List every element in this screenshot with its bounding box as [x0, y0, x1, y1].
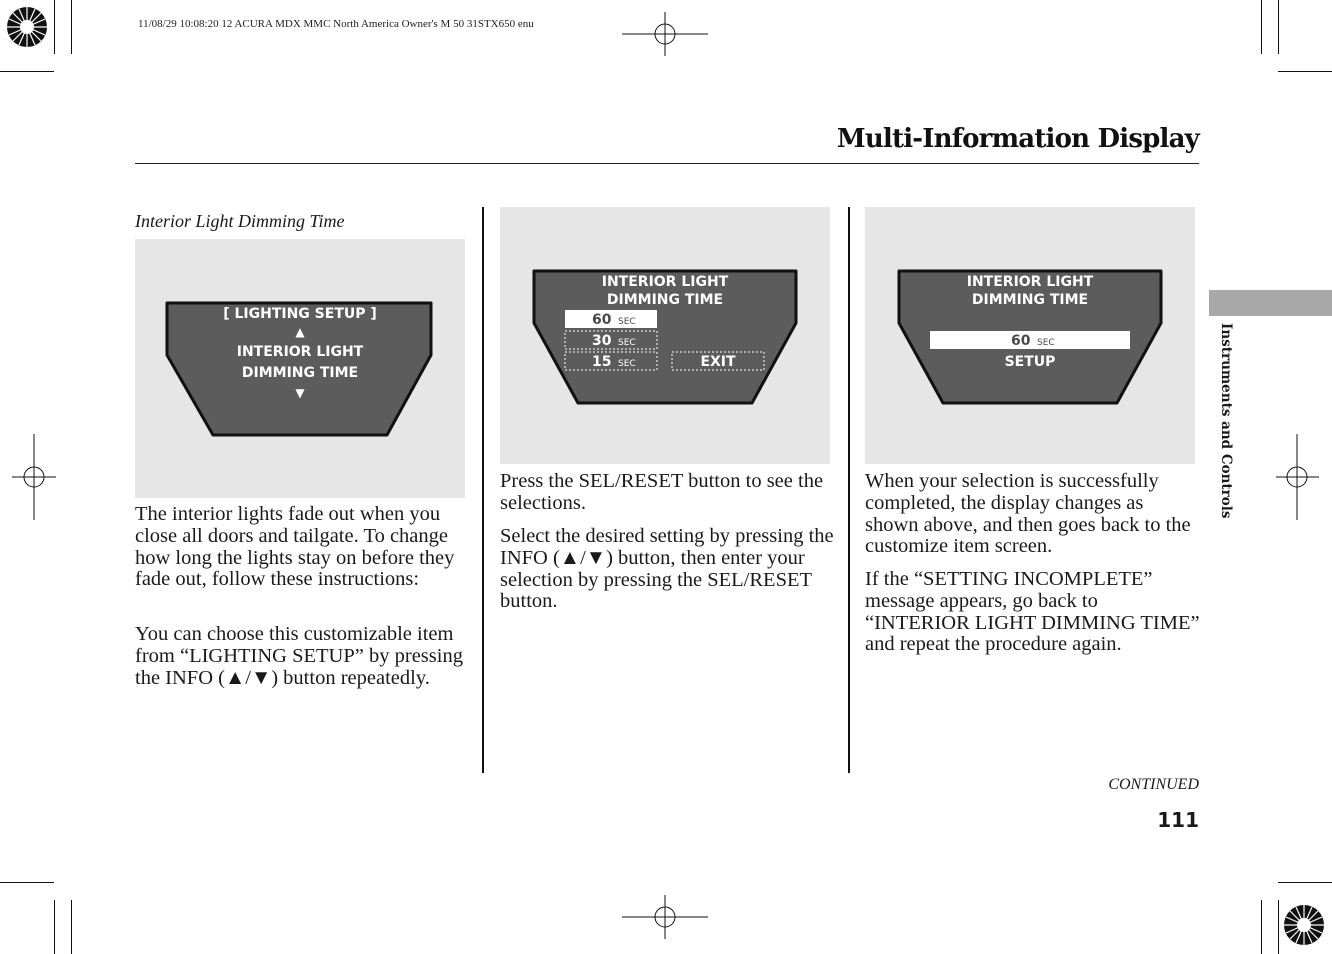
column-divider [848, 207, 850, 773]
display-line-interior-light: INTERIOR LIGHT [236, 344, 364, 360]
paragraph-select-setting: Select the desired setting by pressing the INFO (▲/▼) button, then enter your selection by pressing the SEL/RESET button. [500, 525, 834, 613]
display-title-interior-light: INTERIOR LIGHT [601, 274, 729, 290]
display-title-dimming-time: DIMMING TIME [606, 292, 724, 308]
paragraph-press-sel: Press the SEL/RESET button to see the selections. [500, 470, 824, 514]
continued-label: CONTINUED [1108, 776, 1199, 793]
option-30-value: 30 [592, 333, 612, 349]
column-divider [482, 207, 484, 773]
arrow-down-icon: ▼ [295, 386, 305, 400]
display-title-dimming-time: DIMMING TIME [971, 292, 1089, 308]
display-title-interior-light: INTERIOR LIGHT [966, 274, 1094, 290]
section-tab [1209, 290, 1332, 316]
option-60-unit: SEC [618, 317, 636, 327]
starburst-top-left-icon [7, 7, 47, 47]
paragraph-intro: The interior lights fade out when you close all doors and tailgate. To change how long the lights stay on before they fade out, follow these instructions: [135, 503, 455, 591]
option-exit: EXIT [700, 354, 736, 370]
section-title: Multi-Information Display [836, 124, 1199, 154]
paragraph-choose-item: You can choose this customizable item from “LIGHTING SETUP” by pressing the INFO (▲/▼) button repeatedly. [135, 623, 463, 689]
starburst-bottom-right-icon [1284, 905, 1324, 945]
paragraph-setting-incomplete: If the “SETTING INCOMPLETE” message appears, go back to “INTERIOR LIGHT DIMMING TIME” and repeat the procedure again. [865, 568, 1200, 656]
header-rule [135, 163, 1199, 164]
page-number: 111 [1157, 808, 1199, 832]
display-status-setup: SETUP [1004, 354, 1056, 370]
display-figure-setup-complete [865, 207, 1195, 464]
option-15-unit: SEC [618, 359, 636, 369]
section-tab-label: Instruments and Controls [1218, 323, 1234, 519]
option-15-value: 15 [592, 354, 612, 370]
option-30-unit: SEC [618, 338, 636, 348]
figure-caption: Interior Light Dimming Time [135, 211, 345, 231]
arrow-up-icon: ▲ [295, 325, 305, 339]
selected-value: 60 [1011, 333, 1031, 349]
print-slug: 11/08/29 10:08:20 12 ACURA MDX MMC North America Owner's M 50 31STX650 enu [138, 18, 534, 30]
selected-unit: SEC [1037, 338, 1055, 348]
display-figure-lighting-setup [135, 239, 465, 498]
display-line-lighting-setup: [ LIGHTING SETUP ] [223, 306, 377, 322]
display-line-dimming-time: DIMMING TIME [241, 365, 359, 381]
display-figure-selections [500, 207, 830, 464]
paragraph-selection-complete: When your selection is successfully completed, the display changes as shown above, and then goes back to the customize item screen. [865, 470, 1191, 558]
option-60-value: 60 [592, 312, 612, 328]
